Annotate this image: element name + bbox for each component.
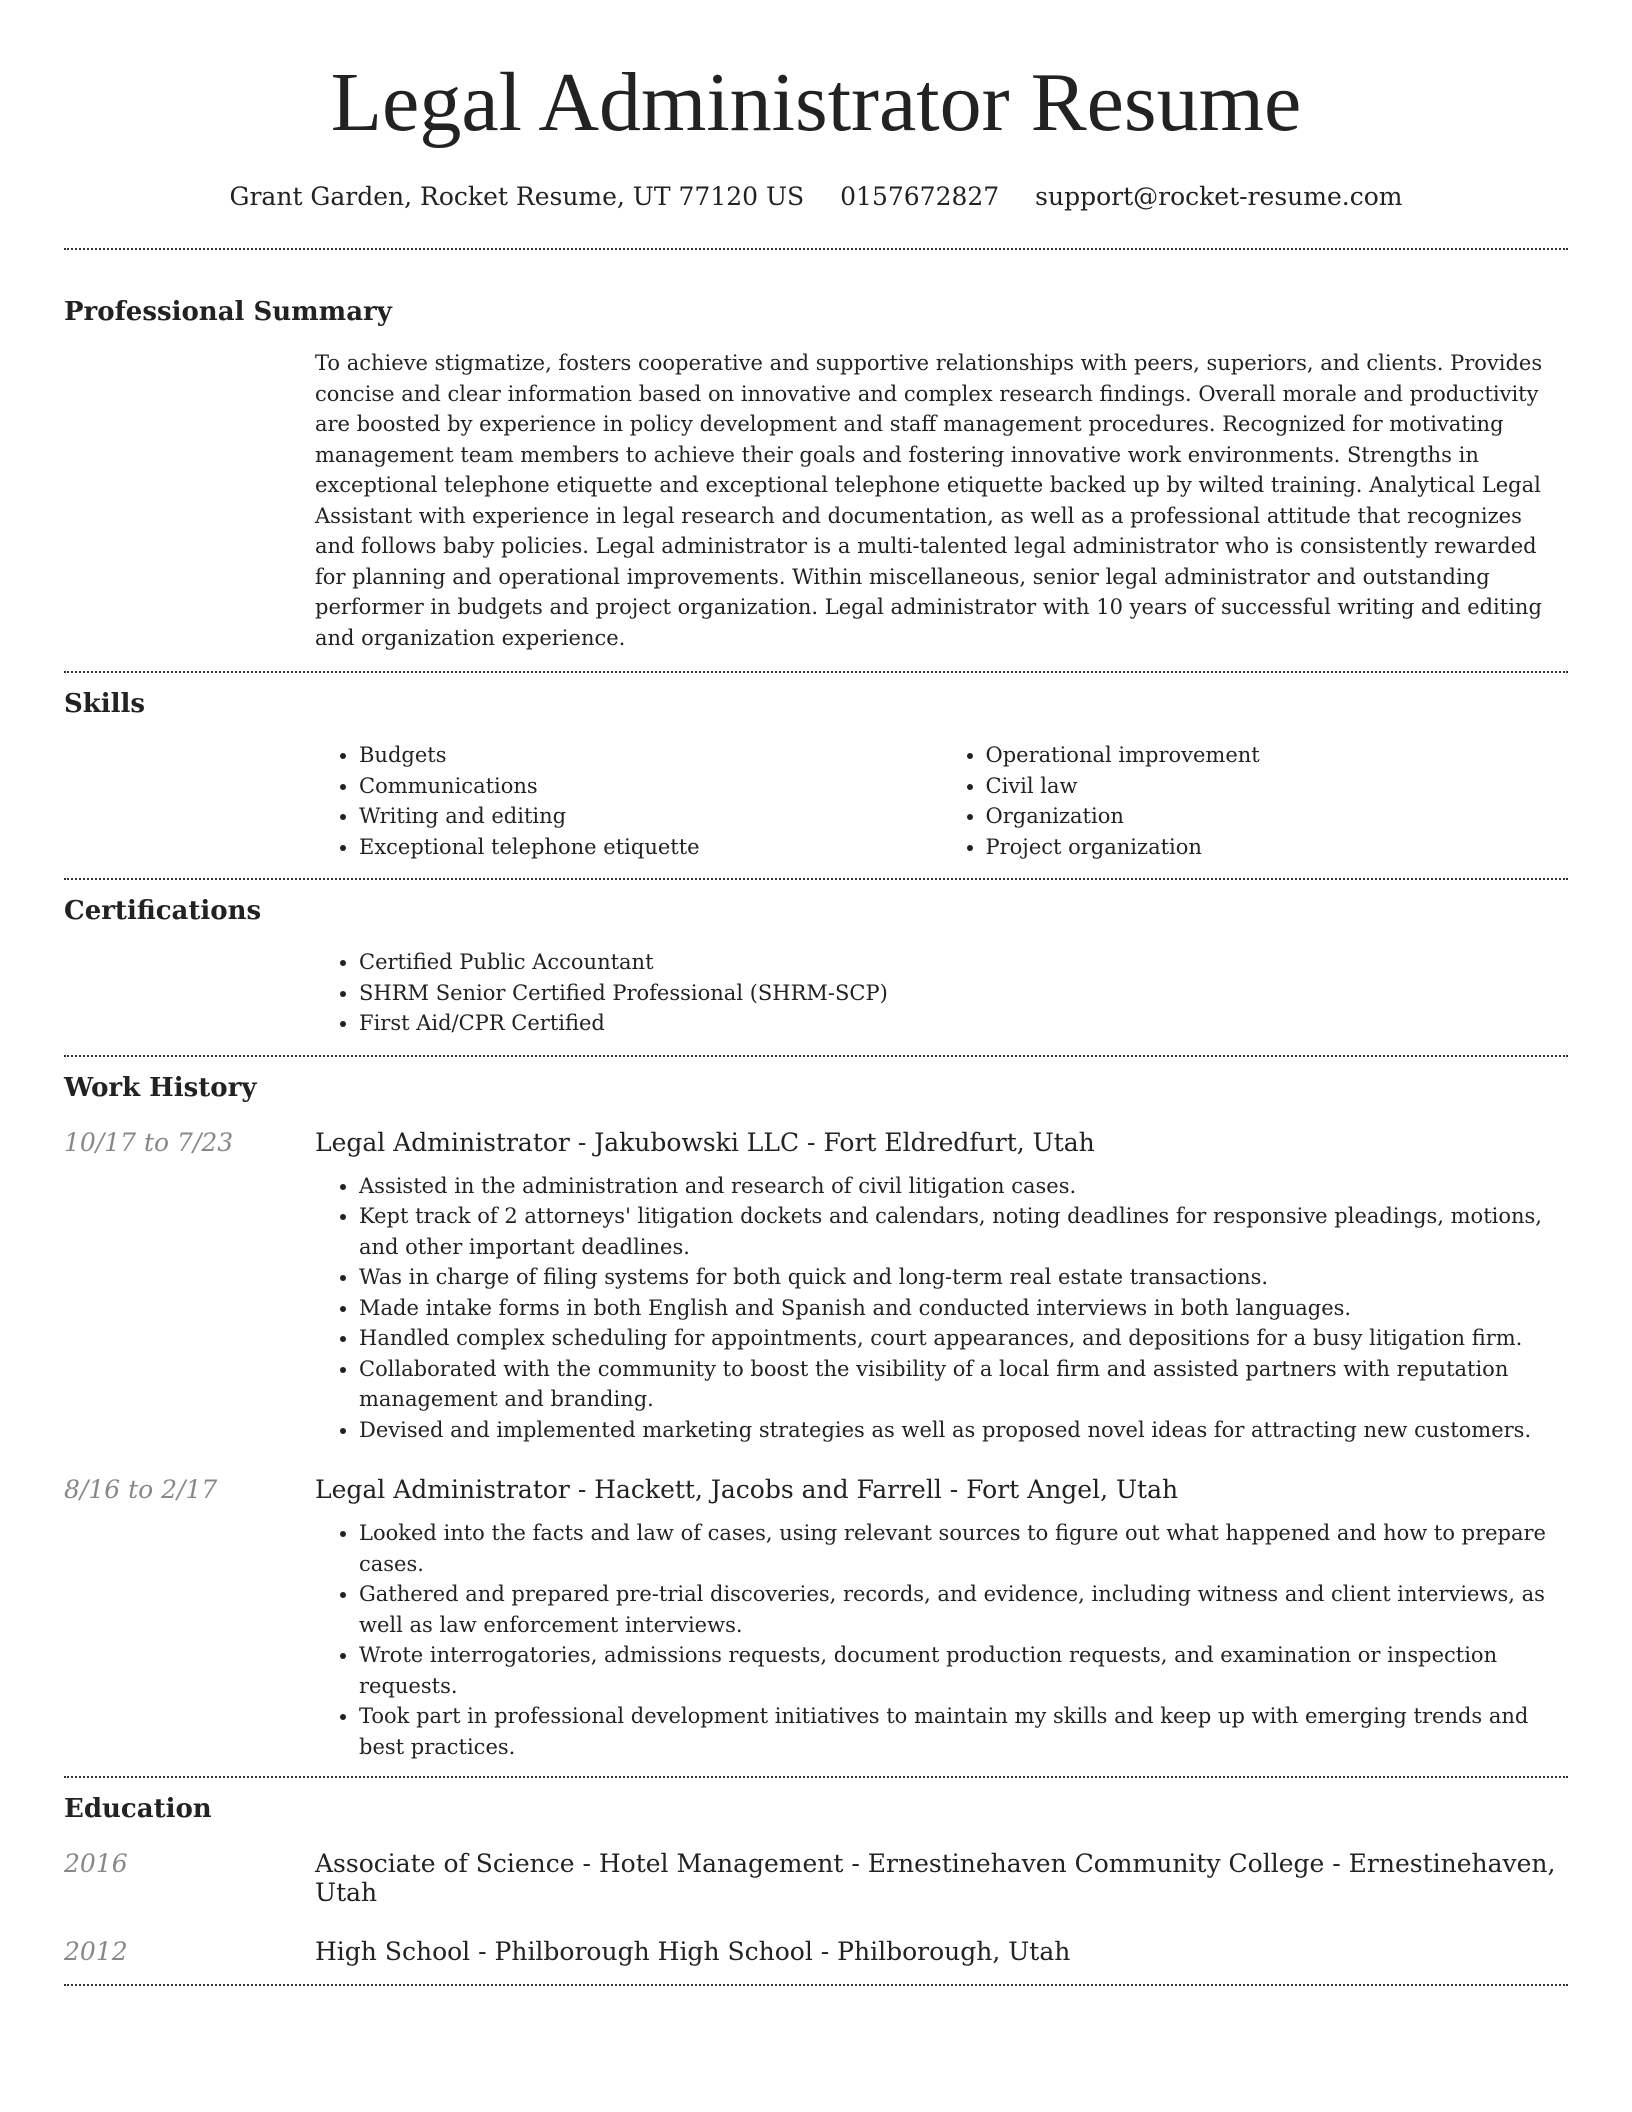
skill-item: • Organization: [986, 801, 1569, 832]
skills-list-left: [315, 740, 942, 862]
divider: [64, 248, 1568, 250]
divider: [64, 1055, 1568, 1057]
skill-item: • Writing and editing: [359, 801, 942, 832]
job-bullet: • Devised and implemented marketing strategies as well as proposed novel ideas for attracting new customers.: [359, 1415, 1568, 1446]
education-title: Education: [64, 1794, 212, 1824]
job-entry: [64, 1475, 1568, 1504]
job-bullets: [315, 1171, 1568, 1446]
job-bullet: • Took part in professional development initiatives to maintain my skills and keep up with emerging trends and best practices.: [359, 1701, 1568, 1762]
summary-section: [64, 294, 1568, 653]
certifications-title: Certifications: [64, 896, 262, 926]
job-bullet: • Assisted in the administration and research of civil litigation cases.: [359, 1171, 1568, 1202]
job-bullet: • Kept track of 2 attorneys' litigation dockets and calendars, noting deadlines for responsive pleadings, motions, and other important deadlines.: [359, 1201, 1568, 1262]
certifications-content: [315, 947, 1568, 1039]
education-date: 2012: [64, 1937, 128, 1966]
education-entry: [64, 1937, 1568, 1966]
skill-item: • Project organization: [986, 832, 1569, 863]
divider: [64, 1776, 1568, 1778]
job-date: 8/16 to 2/17: [64, 1475, 218, 1504]
summary-text: To achieve stigmatize, fosters cooperative and supportive relationships with peers, superiors, and clients. Provides concise and clear information based on innovative and complex research findings. Overall morale and productivity are boosted by experience in policy development and staff management procedures. Recognized for motivating management team members to achieve their goals and fostering innovative work environments. Strengths in exceptional telephone etiquette and exceptional telephone etiquette backed up by wilted training. Analytical Legal Assistant with experience in legal research and documentation, as well as a professional attitude that recognizes and follows baby policies. Legal administrator is a multi-talented legal administrator who is consistently rewarded for planning and operational improvements. Within miscellaneous, senior legal administrator and outstanding performer in budgets and project organization. Legal administrator with 10 years of successful writing and editing and organization experience.: [315, 351, 1543, 650]
skills-columns: [315, 740, 1568, 862]
job-bullet: • Wrote interrogatories, admissions requests, document production requests, and examination or inspection requests.: [359, 1640, 1568, 1701]
job-bullet: • Gathered and prepared pre-trial discoveries, records, and evidence, including witness and client interviews, as well as law enforcement interviews.: [359, 1579, 1568, 1640]
page-title: Legal Administrator Resume: [330, 56, 1302, 149]
contact-email: support@rocket-resume.com: [1035, 182, 1403, 211]
skills-list-right: [942, 740, 1569, 862]
skill-item: • Civil law: [986, 771, 1569, 802]
job-bullet: • Looked into the facts and law of cases, using relevant sources to figure out what happened and how to prepare cases.: [359, 1518, 1568, 1579]
contact-line: [0, 180, 1632, 214]
job-details: [315, 1171, 1568, 1446]
certifications-section: [64, 893, 1568, 1039]
summary-title: Professional Summary: [64, 297, 392, 327]
job-heading: Legal Administrator - Jakubowski LLC - Fort Eldredfurt, Utah: [315, 1127, 1095, 1157]
education-heading: Associate of Science - Hotel Management - Ernestinehaven Community College - Ernestinehaven, Utah: [315, 1849, 1556, 1907]
certification-item: • Certified Public Accountant: [359, 947, 1568, 978]
job-bullets: [315, 1518, 1568, 1762]
contact-address: Grant Garden, Rocket Resume, UT 77120 US: [229, 182, 805, 211]
job-bullet: • Made intake forms in both English and Spanish and conducted interviews in both languages.: [359, 1293, 1568, 1324]
work-section: [64, 1070, 1568, 1763]
job-bullet: • Was in charge of filing systems for both quick and long-term real estate transactions.: [359, 1262, 1568, 1293]
skill-item: • Operational improvement: [986, 740, 1569, 771]
education-entry: [64, 1849, 1568, 1907]
certification-item: • SHRM Senior Certified Professional (SHRM-SCP): [359, 978, 1568, 1009]
certifications-list: [315, 947, 1568, 1039]
job-details: [315, 1518, 1568, 1762]
job-bullet: • Collaborated with the community to boost the visibility of a local firm and assisted partners with reputation management and branding.: [359, 1354, 1568, 1415]
divider: [64, 878, 1568, 880]
skill-item: • Exceptional telephone etiquette: [359, 832, 942, 863]
skill-item: • Communications: [359, 771, 942, 802]
work-title: Work History: [64, 1072, 257, 1103]
job-heading: Legal Administrator - Hackett, Jacobs and Farrell - Fort Angel, Utah: [315, 1475, 1179, 1504]
education-section: [64, 1791, 1568, 1966]
skills-section: [64, 686, 1568, 862]
education-heading: High School - Philborough High School - Philborough, Utah: [315, 1937, 1071, 1966]
contact-phone: 0157672827: [840, 182, 1000, 211]
job-bullet: • Handled complex scheduling for appointments, court appearances, and depositions for a busy litigation firm.: [359, 1323, 1568, 1354]
skill-item: • Budgets: [359, 740, 942, 771]
job-date: 10/17 to 7/23: [64, 1127, 234, 1157]
education-date: 2016: [64, 1849, 128, 1878]
divider: [64, 1984, 1568, 1986]
divider: [64, 671, 1568, 673]
job-entry: [64, 1128, 1568, 1157]
certification-item: • First Aid/CPR Certified: [359, 1008, 1568, 1039]
skills-title: Skills: [64, 689, 146, 719]
